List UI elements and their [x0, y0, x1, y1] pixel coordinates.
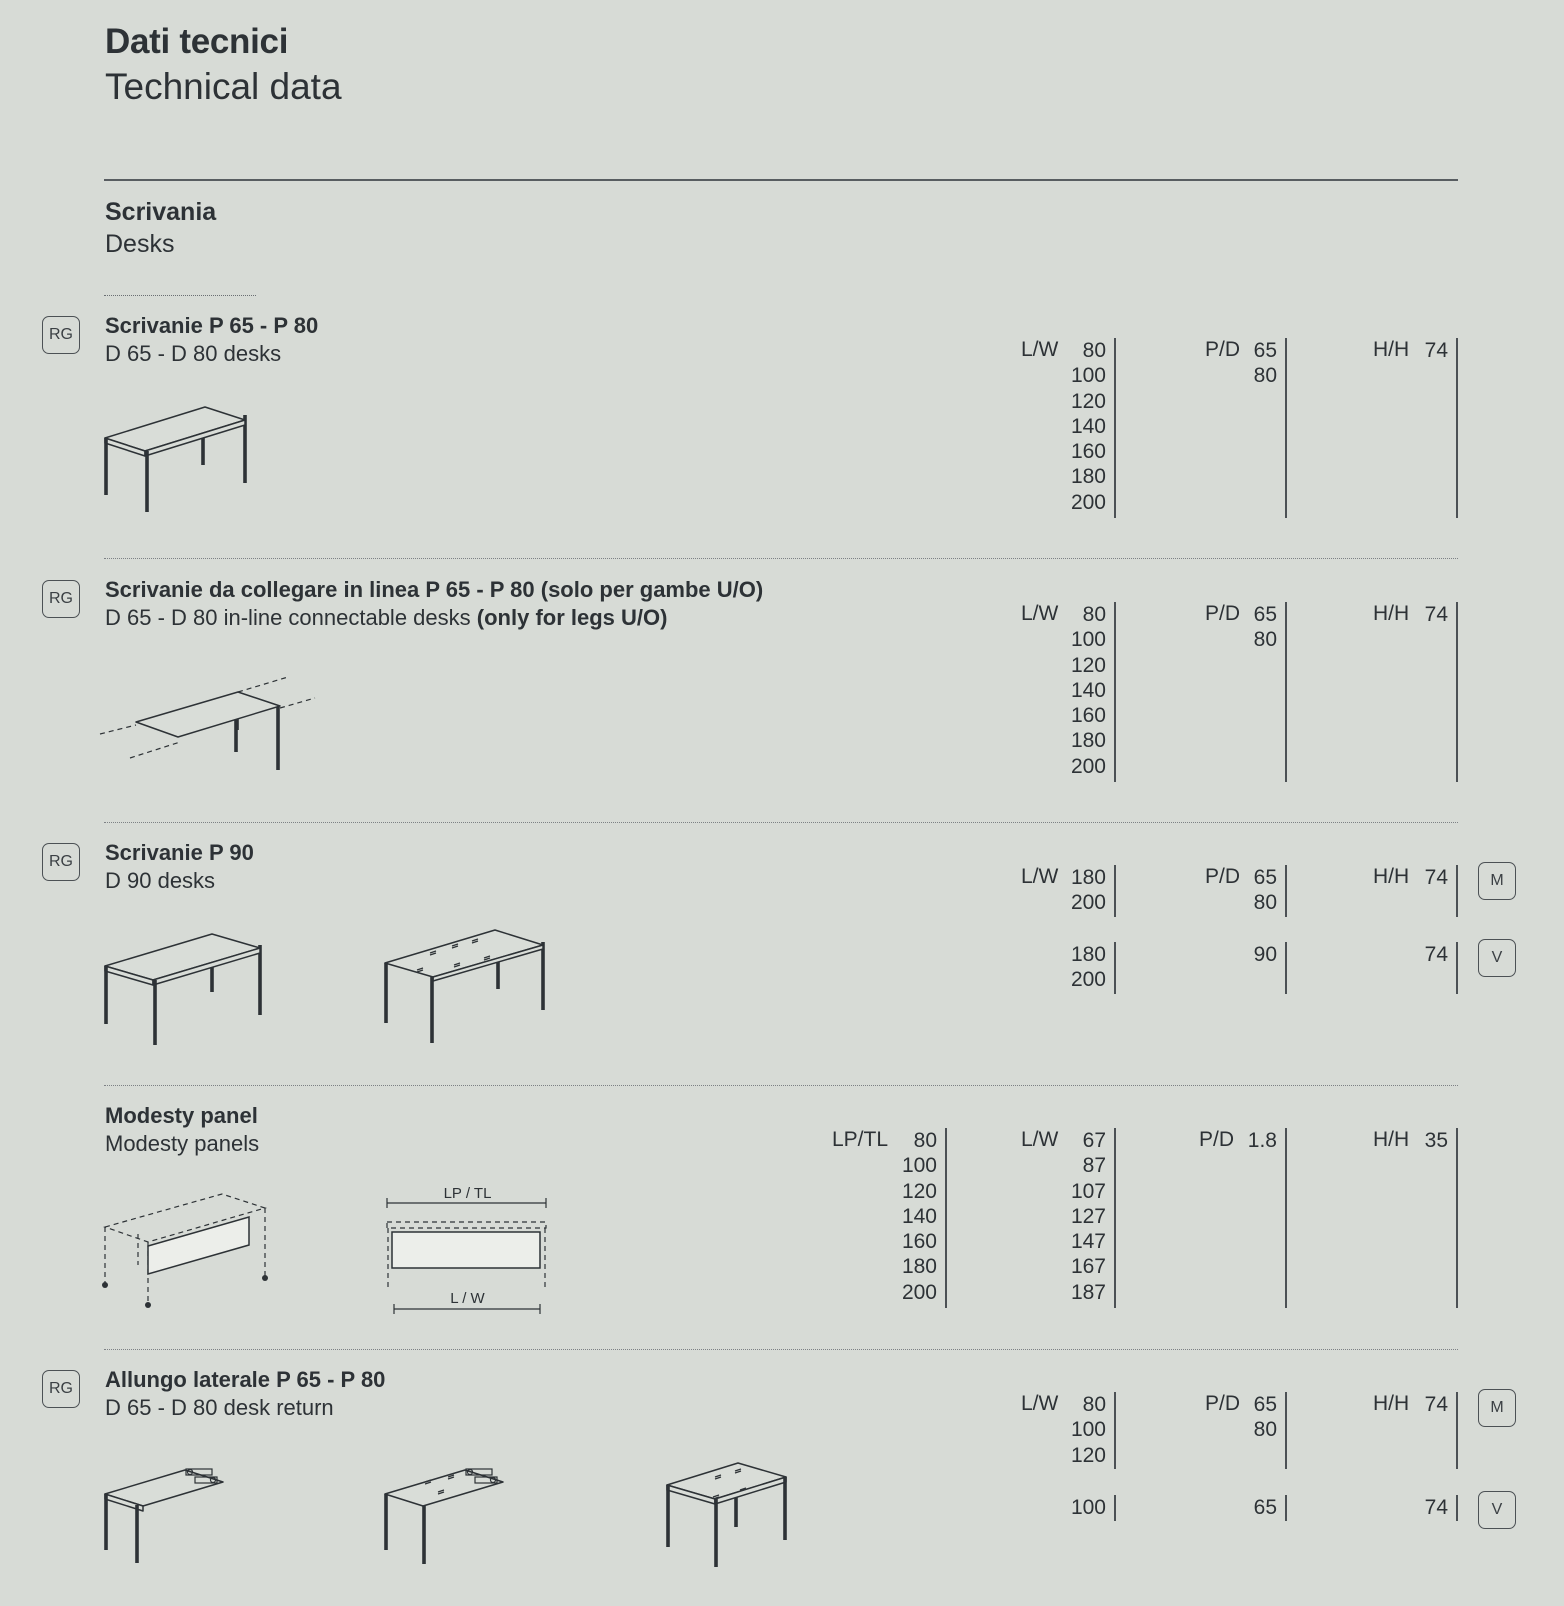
product-description: D 65 - D 80 desks — [105, 341, 282, 366]
depth-values: 65 80 — [1253, 1393, 1277, 1442]
height-values: 74 — [1424, 1496, 1448, 1519]
width-column — [1010, 1128, 1116, 1308]
desk-top — [136, 692, 280, 737]
page-subtitle: Technical data — [105, 66, 342, 107]
width-column — [1010, 338, 1116, 518]
lw-label: L/W — [1021, 865, 1059, 888]
width-column — [1010, 1495, 1116, 1521]
width-column — [1010, 1392, 1116, 1469]
desk-top-outline — [387, 1222, 546, 1228]
foot — [262, 1275, 268, 1281]
width-values: 80 100 120 — [1070, 1393, 1106, 1467]
row-divider — [104, 1085, 1458, 1086]
product-description — [105, 605, 667, 631]
depth-values: 65 80 — [1253, 866, 1277, 915]
height-column — [1350, 1495, 1458, 1521]
hh-label: H/H — [1373, 602, 1410, 625]
height-column — [1350, 1128, 1458, 1308]
height-column — [1350, 338, 1458, 518]
row-divider — [104, 558, 1458, 559]
depth-column — [1180, 942, 1287, 994]
depth-column — [1180, 1495, 1287, 1521]
depth-values: 65 80 — [1253, 603, 1277, 652]
depth-values: 1.8 — [1247, 1129, 1277, 1152]
m-badge: M — [1478, 1389, 1516, 1427]
height-values: 74 — [1424, 866, 1448, 889]
width-values: 80 100 120 140 160 180 200 — [1070, 603, 1106, 778]
rg-badge: RG — [42, 843, 80, 881]
connection-line — [238, 677, 288, 692]
width-values: 180 200 — [1070, 866, 1106, 915]
depth-column — [1180, 865, 1287, 917]
width-values: 67 87 107 127 147 167 187 — [1070, 1129, 1106, 1304]
modesty-panel — [392, 1232, 540, 1268]
diagram-bottom-label: L / W — [450, 1290, 485, 1307]
hh-label: H/H — [1373, 1392, 1410, 1415]
depth-column — [1180, 1128, 1287, 1308]
depth-values: 65 — [1253, 1496, 1277, 1519]
pd-label: P/D — [1199, 1128, 1235, 1151]
connection-line — [130, 742, 180, 758]
desk-illustration — [100, 928, 270, 1048]
connectable-desk-illustration — [100, 670, 320, 770]
panel-length-values: 80 100 120 140 160 180 200 — [901, 1129, 937, 1304]
product-description: D 65 - D 80 desk return — [105, 1395, 334, 1420]
width-values: 180 200 — [1070, 943, 1106, 992]
modesty-panel — [148, 1217, 249, 1274]
product-name: Modesty panel — [105, 1103, 258, 1128]
desk-return-illustration — [100, 1460, 230, 1565]
desk-return-grommets-illustration — [380, 1460, 510, 1565]
pd-label: P/D — [1205, 602, 1241, 625]
section-divider — [104, 295, 256, 296]
square-desk-illustration — [660, 1455, 790, 1570]
width-column — [1010, 602, 1116, 782]
pd-label: P/D — [1205, 338, 1241, 361]
product-description-note: (only for legs U/O) — [476, 605, 668, 630]
lw-label: L/W — [1021, 1128, 1059, 1151]
pd-label: P/D — [1205, 1392, 1241, 1415]
hh-label: H/H — [1373, 338, 1410, 361]
v-badge: V — [1478, 939, 1516, 977]
connection-line — [100, 725, 136, 734]
rg-badge: RG — [42, 1370, 80, 1408]
v-badge: V — [1478, 1491, 1516, 1529]
diagram-top-label: LP / TL — [443, 1185, 492, 1202]
lptl-label: LP/TL — [832, 1128, 889, 1151]
page-title: Dati tecnici — [105, 22, 289, 61]
depth-column — [1180, 602, 1287, 782]
m-badge: M — [1478, 862, 1516, 900]
rg-badge: RG — [42, 316, 80, 354]
height-values: 74 — [1424, 943, 1448, 966]
lw-label: L/W — [1021, 1392, 1059, 1415]
height-values: 74 — [1424, 603, 1448, 626]
width-column — [1010, 942, 1116, 994]
hh-label: H/H — [1373, 865, 1410, 888]
foot — [102, 1282, 108, 1288]
header-divider — [104, 179, 1458, 181]
product-description: Modesty panels — [105, 1131, 260, 1156]
row-divider — [104, 1349, 1458, 1350]
product-description: D 90 desks — [105, 868, 216, 893]
foot — [145, 1302, 151, 1308]
product-name: Scrivanie P 90 — [105, 840, 254, 865]
desk-with-grommets-illustration — [380, 925, 550, 1045]
depth-column — [1180, 338, 1287, 518]
width-column — [1010, 865, 1116, 917]
lw-label: L/W — [1021, 602, 1059, 625]
panel-length-column — [825, 1128, 947, 1308]
depth-column — [1180, 1392, 1287, 1469]
depth-values: 65 80 — [1253, 339, 1277, 388]
section-subtitle: Desks — [105, 230, 175, 258]
desk-illustration — [100, 400, 260, 515]
product-name: Scrivanie da collegare in linea P 65 - P 80 (solo per gambe U/O) — [105, 577, 764, 602]
width-values: 80 100 120 140 160 180 200 — [1070, 339, 1106, 514]
section-title: Scrivania — [105, 198, 217, 226]
lw-label: L/W — [1021, 338, 1059, 361]
modesty-panel-illustration — [100, 1190, 270, 1310]
height-values: 74 — [1424, 339, 1448, 362]
row-divider — [104, 822, 1458, 823]
product-name: Scrivanie P 65 - P 80 — [105, 313, 319, 338]
width-values: 100 — [1070, 1496, 1106, 1519]
product-name: Allungo laterale P 65 - P 80 — [105, 1367, 386, 1392]
height-column — [1350, 602, 1458, 782]
hh-label: H/H — [1373, 1128, 1410, 1151]
height-column — [1350, 942, 1458, 994]
height-column — [1350, 1392, 1458, 1469]
pd-label: P/D — [1205, 865, 1241, 888]
height-values: 74 — [1424, 1393, 1448, 1416]
connection-line — [280, 698, 315, 708]
rg-badge: RG — [42, 580, 80, 618]
height-values: 35 — [1424, 1129, 1448, 1152]
depth-values: 90 — [1253, 943, 1277, 966]
product-description-text: D 65 - D 80 in-line connectable desks — [105, 605, 471, 630]
height-column — [1350, 865, 1458, 917]
